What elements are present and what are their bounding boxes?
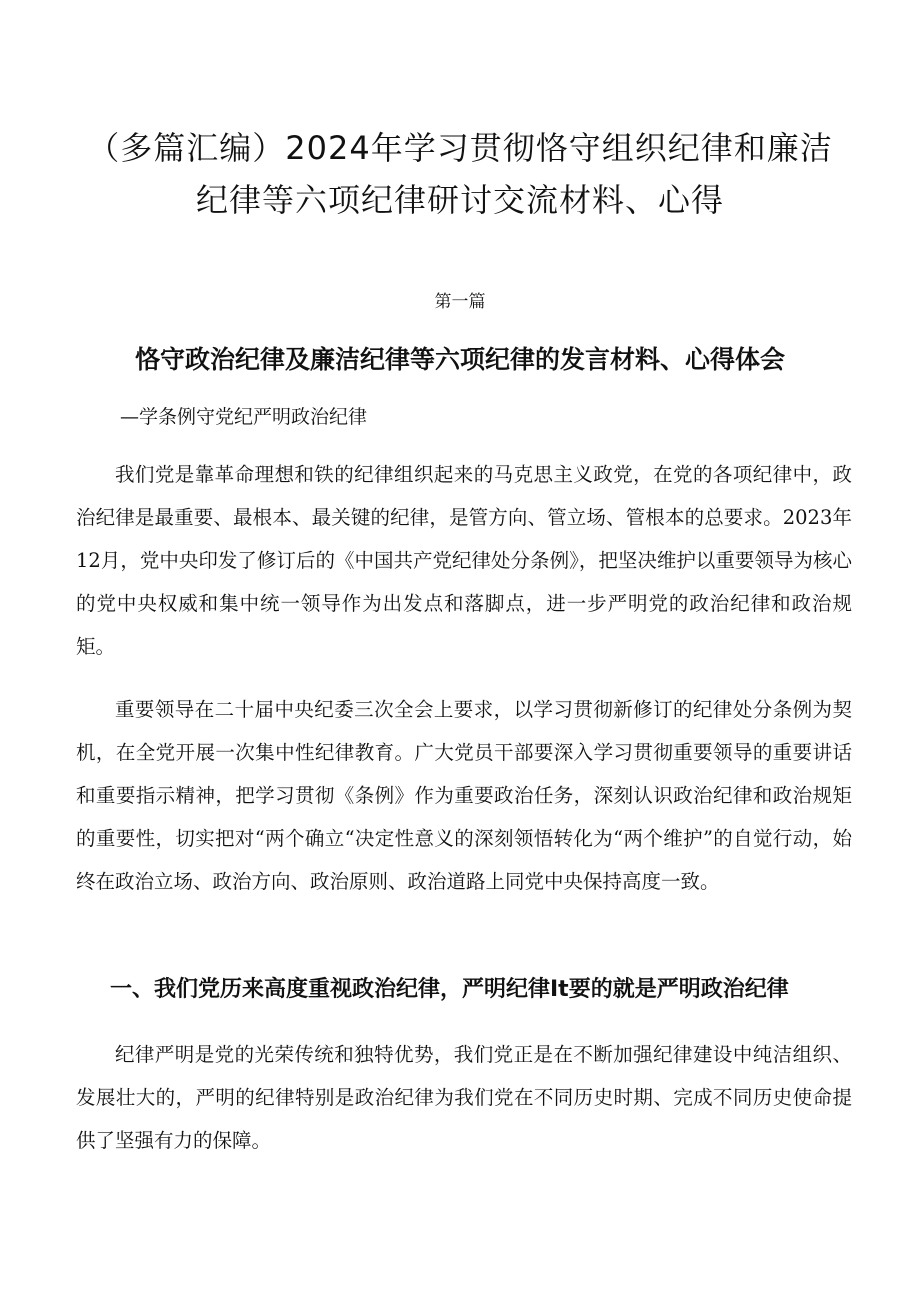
document-title: [60, 122, 860, 226]
part-label: 第一篇: [434, 292, 486, 312]
section-heading-1: 一、我们党历来高度重视政治纪律，严明纪律It要的就是严明政治纪律: [110, 977, 789, 1002]
body-paragraph-1: 我们党是靠革命理想和铁的纪律组织起来的马克思主义政党，在党的各项纪律中，政治纪律是最重要、最根本、最关键的纪律，是管方向、管立场、管根本的总要求。2023年12月，党中央印发了修订后的《中国共产党纪律处分条例》，把坚决维护以重要领导为核心的党中央权威和集中统一领导作为出发点和落脚点，进一步严明党的政治纪律和政治规矩。: [76, 463, 852, 658]
document-title-line-2: 纪律等六项纪律研讨交流材料、心得: [195, 181, 724, 219]
part-title: 恪守政治纪律及廉洁纪律等六项纪律的发言材料、心得体会: [134, 345, 785, 374]
document-title-line-1: （多篇汇编）2024年学习贯彻恪守组织纪律和廉洁: [87, 129, 833, 167]
body-paragraph-2: 重要领导在二十届中央纪委三次全会上要求，以学习贯彻新修订的纪律处分条例为契机，在全党开展一次集中性纪律教育。广大党员干部要深入学习贯彻重要领导的重要讲话和重要指示精神，把学习贯彻《条例》作为重要政治任务，深刻认识政治纪律和政治规矩的重要性，切实把对“两个确立“决定性意义的深刻领悟转化为“两个维护”的自觉行动，始终在政治立场、政治方向、政治原则、政治道路上同党中央保持高度一致。: [76, 698, 852, 893]
body-paragraph-3: 纪律严明是党的光荣传统和独特优势，我们党正是在不断加强纪律建设中纯洁组织、发展壮大的，严明的纪律特别是政治纪律为我们党在不同历史时期、完成不同历史使命提供了坚强有力的保障。: [76, 1043, 852, 1152]
part-subtitle: —学条例守党纪严明政治纪律: [120, 406, 368, 428]
